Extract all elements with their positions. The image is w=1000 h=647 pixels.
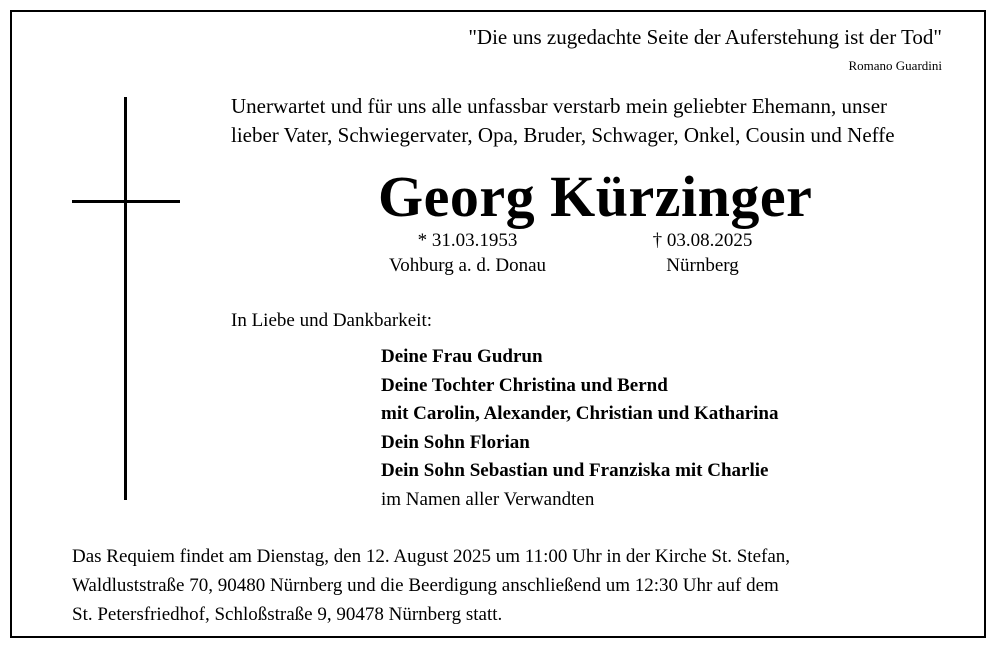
intro-text xyxy=(231,92,895,150)
intro-line: Unerwartet und für uns alle unfassbar verstarb mein geliebter Ehemann, unser xyxy=(231,94,888,118)
birth-date: * 31.03.1953 xyxy=(417,230,518,251)
birth-info xyxy=(370,228,565,278)
death-date: † 03.08.2025 xyxy=(652,230,753,251)
birth-place: Vohburg a. d. Donau xyxy=(388,255,547,276)
death-place: Nürnberg xyxy=(666,255,739,276)
epigraph-quote: "Die uns zugedachte Seite der Auferstehung ist der Tod" xyxy=(468,25,942,49)
intro-line: lieber Vater, Schwiegervater, Opa, Bruder, Schwager, Onkel, Cousin und Neffe xyxy=(231,123,895,147)
mourner-line: mit Carolin, Alexander, Christian und Katharina xyxy=(381,403,779,424)
service-line: Das Requiem findet am Dienstag, den 12. August 2025 um 11:00 Uhr in der Kirche St. Stefan, xyxy=(72,546,791,567)
mourner-line: Deine Tochter Christina und Bernd xyxy=(381,374,668,396)
death-info xyxy=(620,228,785,278)
cross-icon-bar xyxy=(72,200,180,203)
deceased-name: Georg Kürzinger xyxy=(378,164,813,229)
mourner-line: Dein Sohn Florian xyxy=(381,431,530,453)
service-info xyxy=(72,542,790,629)
epigraph-author: Romano Guardini xyxy=(848,58,942,73)
service-line: St. Petersfriedhof, Schloßstraße 9, 90478 Nürnberg statt. xyxy=(72,604,503,625)
relatives-line: im Namen aller Verwandten xyxy=(381,488,595,510)
service-line: Waldluststraße 70, 90480 Nürnberg und die Beerdigung anschließend um 12:30 Uhr auf dem xyxy=(72,575,779,596)
mourner-line: Deine Frau Gudrun xyxy=(381,346,543,367)
mourner-line: Dein Sohn Sebastian und Franziska mit Charlie xyxy=(381,460,769,481)
thanks-line: In Liebe und Dankbarkeit: xyxy=(231,310,433,331)
cross-icon xyxy=(124,97,127,500)
mourners-list xyxy=(381,343,778,514)
